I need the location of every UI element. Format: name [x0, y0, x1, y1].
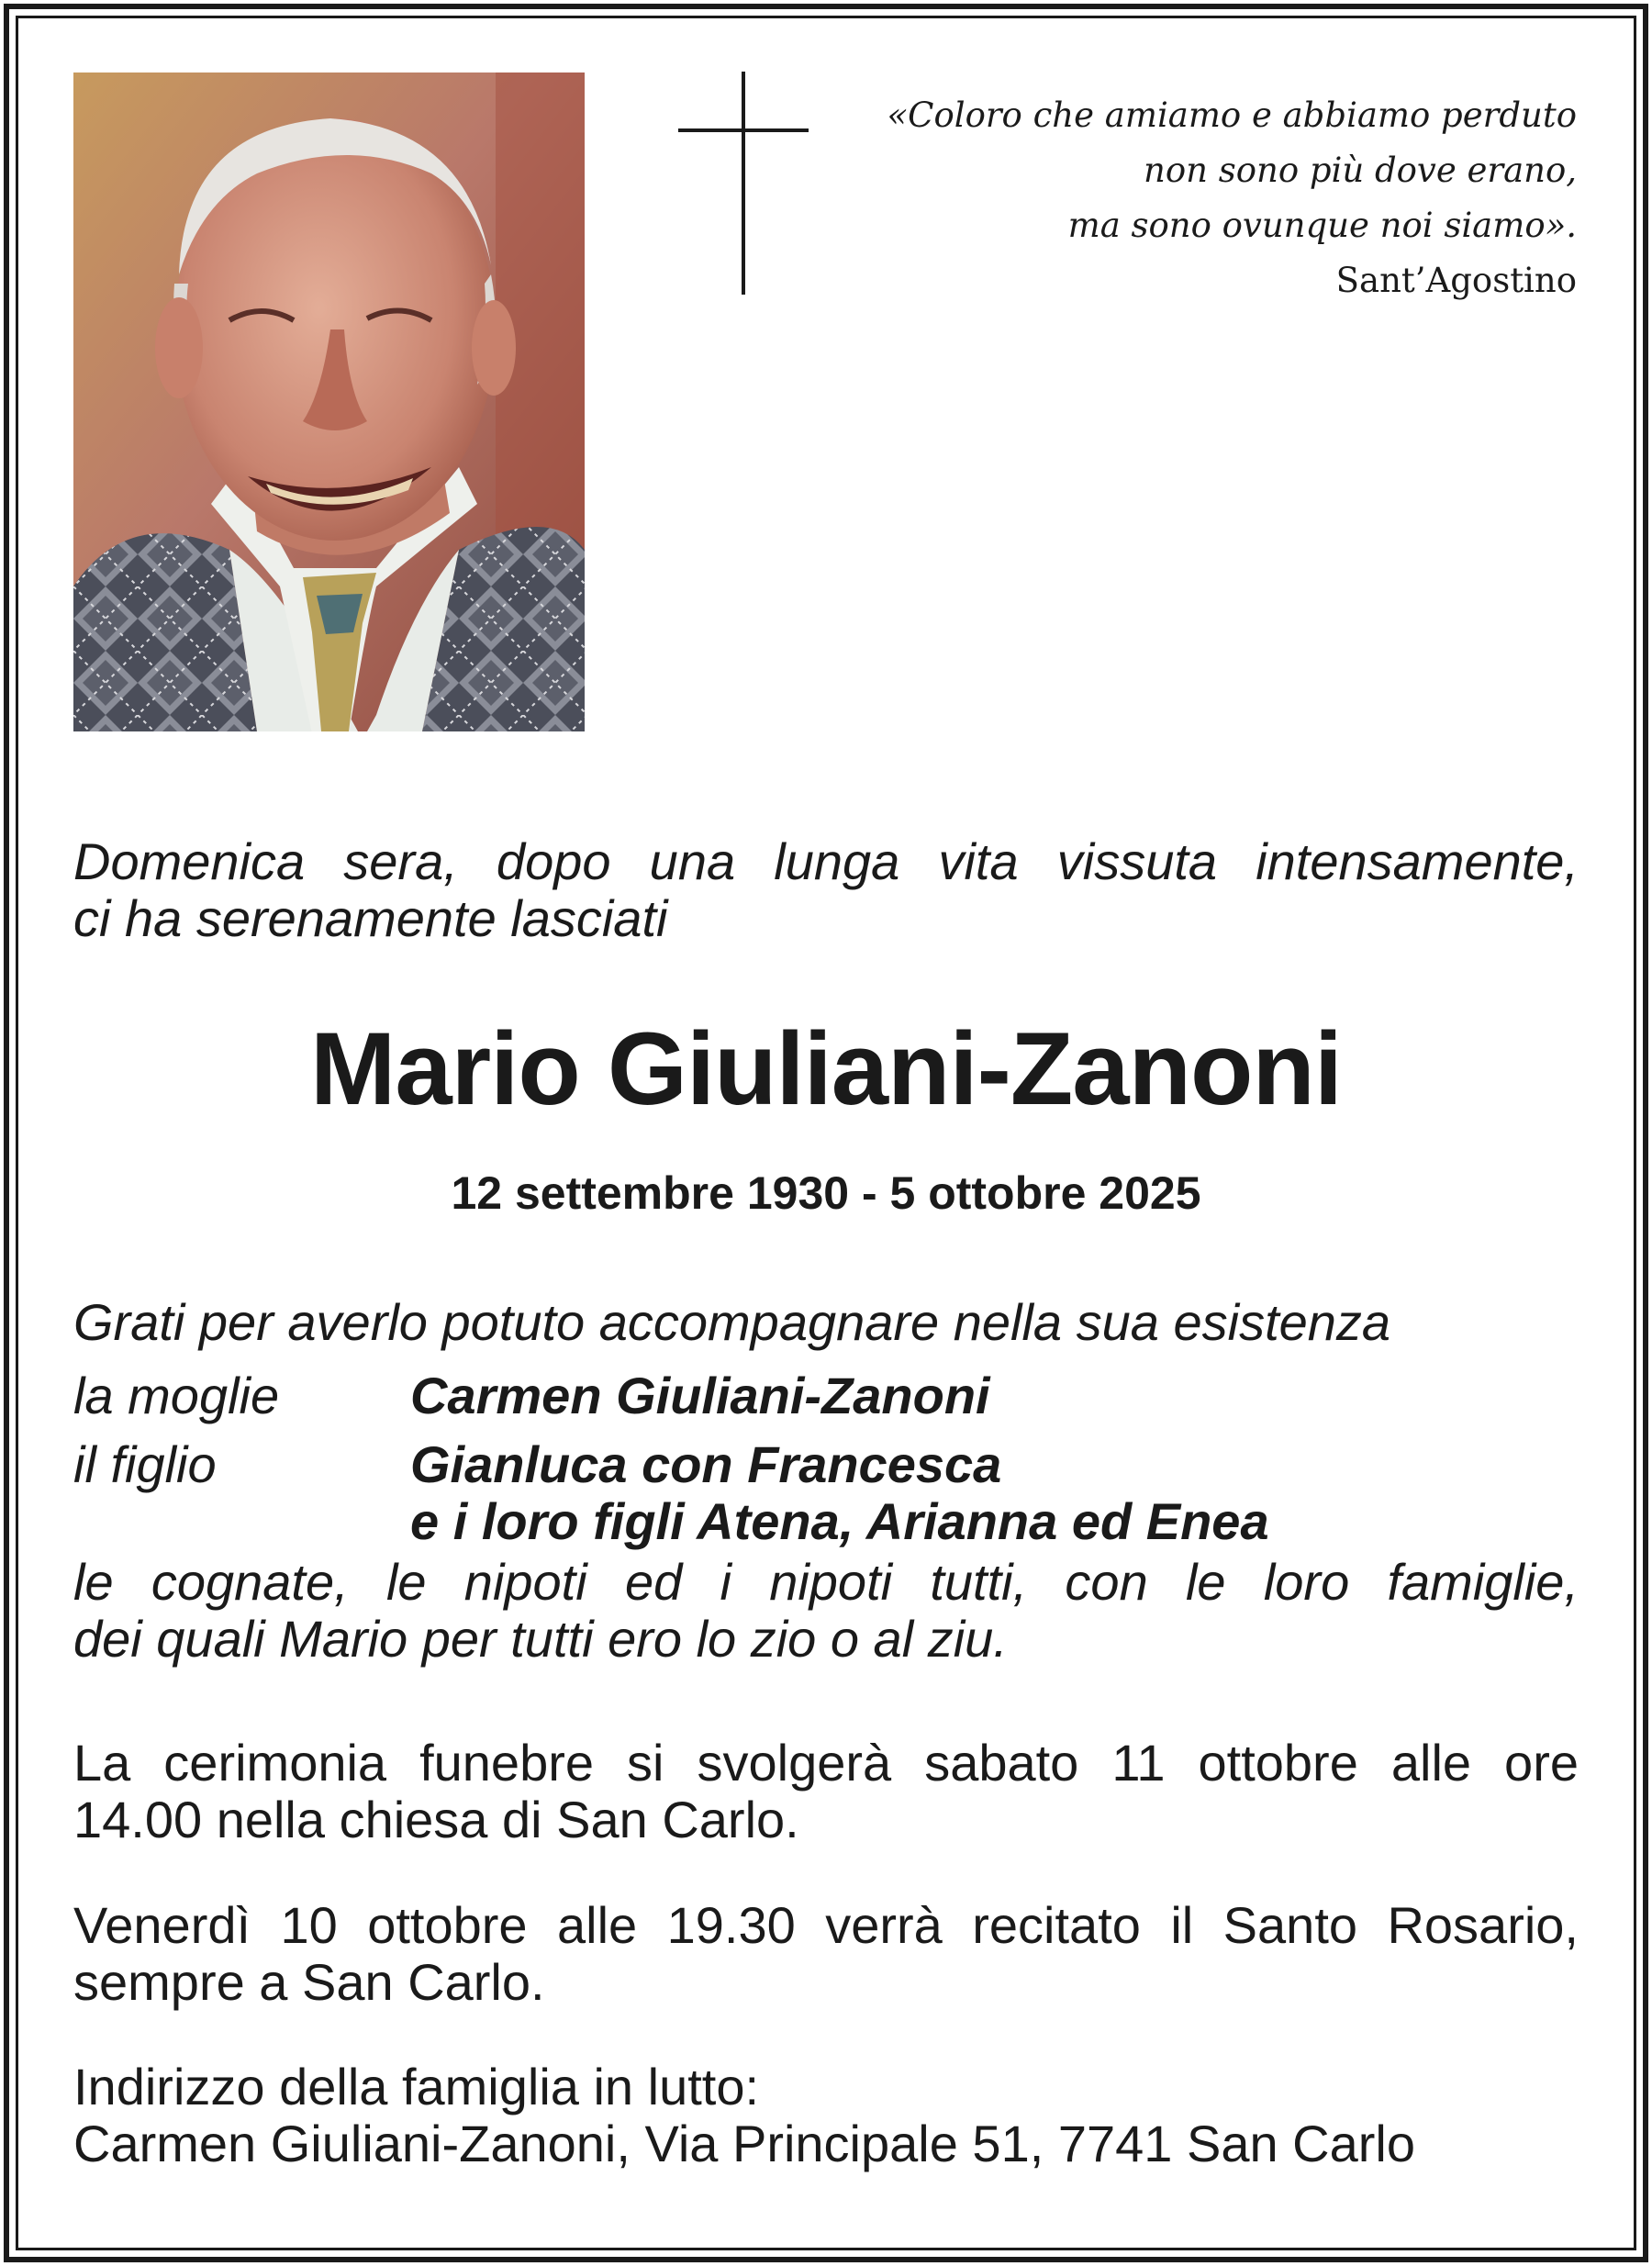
son-role: il figlio [73, 1435, 217, 1493]
intro-line-2: ci ha serenamente lasciati [73, 889, 668, 947]
intro-text [73, 833, 1579, 947]
rosary-line-1: Venerdì 10 ottobre alle 19.30 verrà recitato il Santo Rosario, [73, 1896, 1579, 1954]
ceremony-text [73, 1735, 1579, 1848]
others-line-2: dei quali Mario per tutti ero lo zio o al ziu. [73, 1610, 1008, 1668]
mourner-row-son [73, 1436, 1579, 1556]
mourners-others [73, 1554, 1579, 1668]
wife-name: Carmen Giuliani-Zanoni [410, 1367, 990, 1424]
wife-role: la moglie [73, 1367, 280, 1424]
address-label: Indirizzo della famiglia in lutto: [73, 2058, 760, 2115]
quote-line-1: «Coloro che amiamo e abbiamo perduto [887, 95, 1577, 135]
intro-line-1: Domenica sera, dopo una lunga vita vissuta intensamente, [73, 832, 1579, 890]
portrait-photo [73, 73, 585, 731]
rosary-line-2: sempre a San Carlo. [73, 1953, 545, 2011]
quote-line-2: non sono più dove erano, [1144, 151, 1577, 190]
son-name [410, 1436, 1269, 1550]
others-line-1: le cognate, le nipoti ed i nipoti tutti, con le loro famiglie, [73, 1553, 1579, 1611]
quote-line-3: ma sono ovunque noi siamo». [1067, 206, 1577, 245]
ceremony-line-2: 14.00 nella chiesa di San Carlo. [73, 1791, 799, 1848]
quote-author: Sant’Agostino [1335, 261, 1577, 300]
rosary-text [73, 1897, 1579, 2011]
memorial-quote [751, 88, 1577, 308]
portrait-image [73, 73, 585, 731]
son-name-line-2: e i loro figli Atena, Arianna ed Enea [410, 1492, 1269, 1550]
life-dates: 12 settembre 1930 - 5 ottobre 2025 [451, 1167, 1201, 1219]
family-address [73, 2059, 1579, 2172]
ceremony-line-1: La cerimonia funebre si svolgerà sabato 11 ottobre alle ore [73, 1734, 1579, 1792]
mourners-section [73, 1294, 1579, 1668]
mourners-intro: Grati per averlo potuto accompagnare nella sua esistenza [73, 1293, 1391, 1351]
mourner-row-wife [73, 1367, 1579, 1436]
deceased-name: Mario Giuliani-Zanoni [310, 1011, 1342, 1126]
address-value: Carmen Giuliani-Zanoni, Via Principale 51, 7741 San Carlo [73, 2115, 1415, 2172]
son-name-line-1: Gianluca con Francesca [410, 1435, 1002, 1493]
